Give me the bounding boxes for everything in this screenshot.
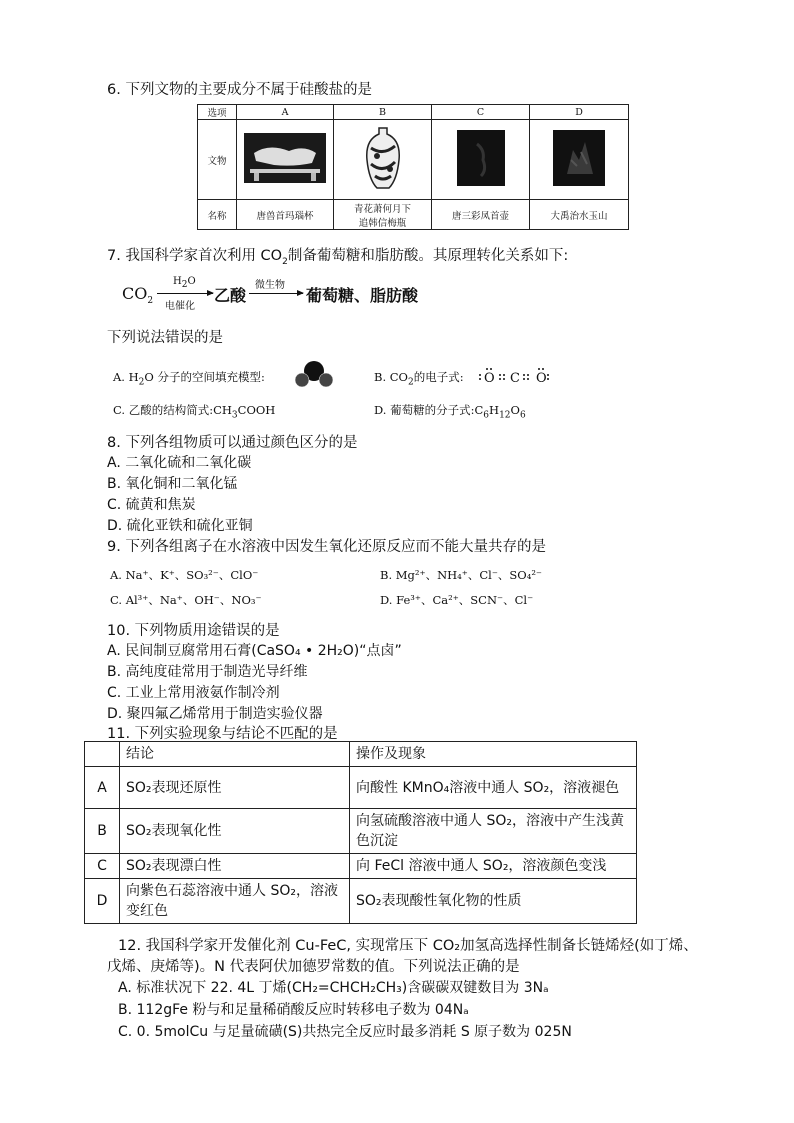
q11-row-d-operation: SO₂表现酸性氧化物的性质: [350, 879, 637, 924]
q11-row-b-operation: 向氢硫酸溶液中通人 SO₂，溶液中产生浅黄色沉淀: [350, 809, 637, 854]
q7-b-text: B. CO: [374, 370, 408, 384]
q12-line2: 戊烯、庚烯等)。N 代表阿伏加德罗常数的值。下列说法正确的是: [107, 959, 520, 975]
q7-d-h: H: [489, 403, 500, 417]
q6-name-b: [334, 200, 432, 230]
scheme-h2o-o: O: [187, 276, 196, 287]
q11-row-a-operation: 向酸性 KMnO₄溶液中通人 SO₂，溶液褪色: [350, 767, 637, 809]
q8-option-c: C. 硫黄和焦炭: [107, 497, 196, 513]
q8-option-a: A. 二氧化硫和二氧化碳: [107, 455, 252, 471]
q8-option-d: D. 硫化亚铁和硫化亚铜: [107, 518, 253, 534]
q6-col-b: B: [334, 105, 432, 120]
svg-text:O: O: [484, 371, 495, 386]
q12-option-c: C. 0. 5molCu 与足量硫磺(S)共热完全反应时最多消耗 S 原子数为 025N: [118, 1024, 572, 1040]
q9-option-a: A. Na⁺、K⁺、SO₃²⁻、ClO⁻: [110, 568, 259, 582]
q10-option-c: C. 工业上常用液氨作制冷剂: [107, 685, 280, 701]
q11-head-operation: 操作及现象: [350, 742, 637, 767]
q6-row-name-label: 名称: [198, 200, 237, 230]
q7-option-d: D. 葡萄糖的分子式$:C_6H_{12}O_6$: [374, 403, 526, 421]
q6-name-a: 唐兽首玛瑙杯: [237, 200, 334, 230]
q11-row-c-operation: 向 FeCl 溶液中通人 SO₂，溶液颜色变浅: [350, 854, 637, 879]
q6-name-b-line1: 青花萧何月下: [353, 203, 411, 215]
ewer-image: [457, 130, 505, 186]
q7-option-c: C. 乙酸的结构简式$:CH_3COOH$: [113, 403, 276, 421]
scheme-cond1: 电催化: [165, 301, 195, 312]
q11-row-a-key: A: [85, 767, 120, 809]
scheme-h2o: $H_2O$: [173, 276, 196, 290]
q6-image-a: [237, 120, 334, 200]
vase-image: [363, 126, 403, 190]
q10-option-a: A. 民间制豆腐常用石膏(CaSO₄ • 2H₂O)“点卤”: [107, 643, 402, 659]
scheme-co2: $CO_2$: [122, 284, 154, 307]
q6-col-a: A: [237, 105, 334, 120]
q6-title: 6. 下列文物的主要成分不属于硅酸盐的是: [107, 82, 372, 98]
q11-row-a-conclusion: SO₂表现还原性: [120, 767, 350, 809]
q11-row-c-conclusion: SO₂表现漂白性: [120, 854, 350, 879]
scheme-products: 葡萄糖、脂肪酸: [306, 286, 419, 305]
q11-row-d-key: D: [85, 879, 120, 924]
scheme-co2-text: CO: [122, 284, 148, 303]
q10-title: 10. 下列物质用途错误的是: [107, 623, 280, 639]
scheme-acetic: 乙酸: [214, 286, 247, 305]
q7-option-a: A. $H_2O$ 分子的空间填充模型:: [113, 370, 265, 388]
q11-row-b-conclusion: SO₂表现氧化性: [120, 809, 350, 854]
q8-title: 8. 下列各组物质可以通过颜色区分的是: [107, 435, 358, 451]
q7-a-text2: O 分子的空间填充模型:: [144, 370, 265, 384]
q11-row-d-conclusion: 向紫色石蕊溶液中通人 SO₂，溶液变红色: [120, 879, 350, 924]
q12-line1: 12. 我国科学家开发催化剂 Cu-FeC, 实现常压下 CO₂加氢高选择性制备长链烯烃(如丁烯、: [118, 938, 698, 954]
q11-row-b-key: B: [85, 809, 120, 854]
q7-c-text2: COOH: [237, 403, 276, 417]
svg-text:C: C: [510, 371, 520, 386]
q6-col-c: C: [432, 105, 530, 120]
q6-header-label: 选项: [198, 105, 237, 120]
q6-image-c: [432, 120, 530, 200]
agate-cup-image: [244, 133, 326, 183]
q9-option-c: C. Al³⁺、Na⁺、OH⁻、NO₃⁻: [110, 593, 262, 607]
q10-option-d: D. 聚四氟乙烯常用于制造实验仪器: [107, 706, 323, 722]
scheme-arrow-1: [157, 293, 213, 294]
q11-title: 11. 下列实验现象与结论不匹配的是: [107, 726, 338, 742]
q7-a-text: A. H: [113, 370, 139, 384]
q6-col-d: D: [530, 105, 629, 120]
jade-mountain-image: [553, 130, 605, 186]
q6-name-c: 唐三彩凤首壶: [432, 200, 530, 230]
q7-d-c: D. 葡萄糖的分子式:C: [374, 403, 484, 417]
water-space-filling-model-icon: [294, 360, 336, 390]
scheme-arrow-2: [249, 293, 303, 294]
q9-option-b: B. Mg²⁺、NH₄⁺、Cl⁻、SO₄²⁻: [380, 568, 542, 582]
q10-option-b: B. 高纯度硅常用于制造光导纤维: [107, 664, 308, 680]
q6-name-b-line2: 追韩信梅瓶: [358, 217, 407, 229]
q9-title: 9. 下列各组离子在水溶液中因发生氧化还原反应而不能大量共存的是: [107, 539, 546, 555]
q11-head-key: [85, 742, 120, 767]
q6-image-d: [530, 120, 629, 200]
q9-option-d: D. Fe³⁺、Ca²⁺、SCN⁻、Cl⁻: [380, 593, 534, 607]
co2-lewis-structure-icon: [478, 364, 550, 388]
q11-head-conclusion: 结论: [120, 742, 350, 767]
q7-d-o: O: [510, 403, 520, 417]
q7-title: 7. 我国科学家首次利用 $CO_2$制备葡萄糖和脂肪酸。其原理转化关系如下:: [107, 248, 569, 267]
q7-option-b: B. $CO_2$的电子式:: [374, 370, 464, 388]
q7-c-text: C. 乙酸的结构简式:CH: [113, 403, 232, 417]
q11-table: [84, 741, 637, 924]
scheme-h2o-h: H: [173, 276, 182, 287]
q6-image-b: [334, 120, 432, 200]
q12-option-b: B. 112gFe 粉与和足量稀硝酸反应时转移电子数为 04Nₐ: [118, 1002, 469, 1018]
q12-option-a: A. 标准状况下 22. 4L 丁烯(CH₂=CHCH₂CH₃)含碳碳双键数目为 3Nₐ: [118, 980, 549, 996]
q7-b-text2: 的电子式:: [413, 370, 464, 384]
scheme-cond2: 微生物: [255, 280, 285, 291]
q11-row-c-key: C: [85, 854, 120, 879]
q8-option-b: B. 氧化铜和二氧化锰: [107, 476, 238, 492]
q7-title-pre: 7. 我国科学家首次利用 CO: [107, 248, 283, 264]
q6-row-relic-label: 文物: [198, 120, 237, 200]
q6-name-d: 大禹治水玉山: [530, 200, 629, 230]
q7-stem: 下列说法错误的是: [107, 330, 223, 346]
svg-text:O: O: [536, 371, 547, 386]
q6-table: [197, 104, 629, 230]
q7-title-post: 制备葡萄糖和脂肪酸。其原理转化关系如下:: [287, 248, 569, 264]
